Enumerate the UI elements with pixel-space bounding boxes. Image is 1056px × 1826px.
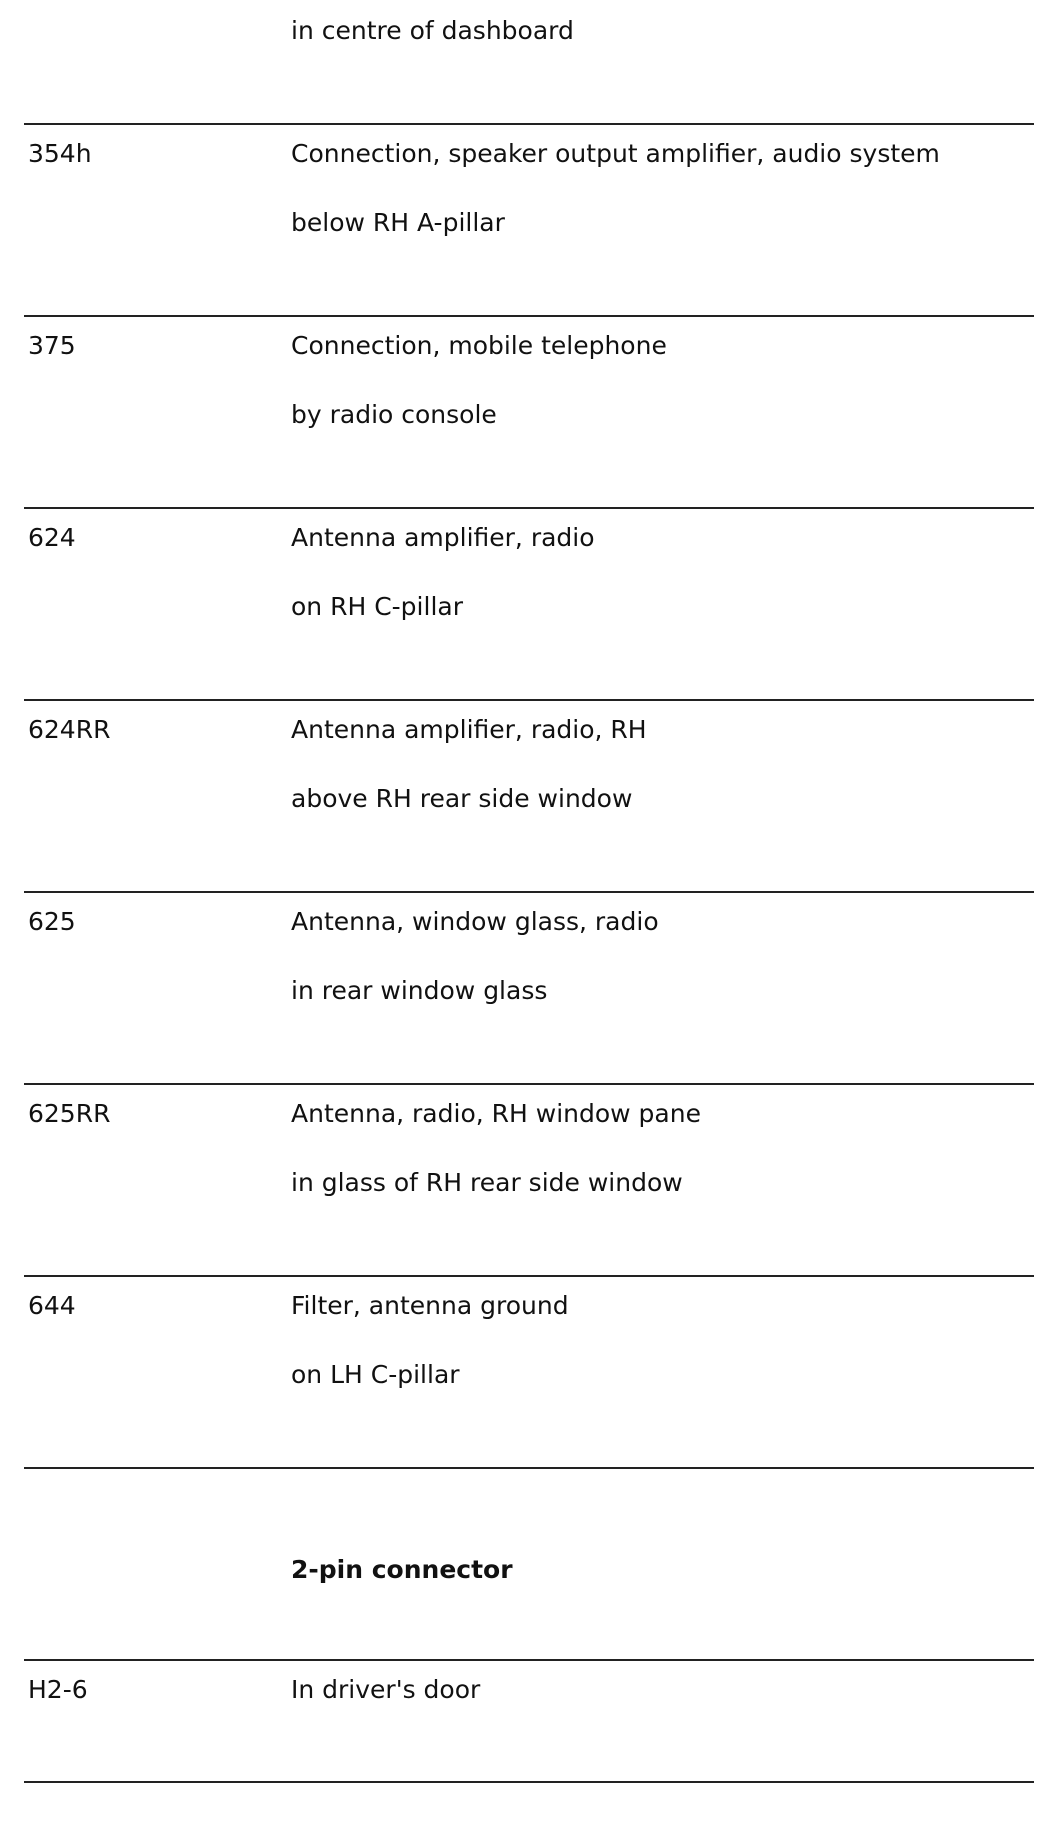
component-title: Connection, speaker output amplifier, audio system	[291, 139, 940, 168]
table-divider	[24, 699, 1034, 701]
table-divider	[24, 1083, 1034, 1085]
component-location: by radio console	[291, 400, 497, 429]
table-divider	[24, 1275, 1034, 1277]
component-title: Antenna amplifier, radio, RH	[291, 715, 647, 744]
component-code: 625RR	[28, 1099, 111, 1128]
component-location: on RH C-pillar	[291, 592, 463, 621]
table-divider	[24, 315, 1034, 317]
connector-location: In driver's door	[291, 1675, 481, 1704]
component-location: above RH rear side window	[291, 784, 633, 813]
component-location: below RH A-pillar	[291, 208, 505, 237]
component-code: 354h	[28, 139, 92, 168]
table-divider	[24, 891, 1034, 893]
table-divider	[24, 1467, 1034, 1469]
component-location: in rear window glass	[291, 976, 548, 1005]
table-divider	[24, 123, 1034, 125]
intro-location-text: in centre of dashboard	[291, 16, 574, 45]
component-title: Antenna amplifier, radio	[291, 523, 595, 552]
component-title: Antenna, window glass, radio	[291, 907, 659, 936]
component-code: 625	[28, 907, 76, 936]
component-location: in glass of RH rear side window	[291, 1168, 683, 1197]
component-title: Filter, antenna ground	[291, 1291, 569, 1320]
component-code: 624	[28, 523, 76, 552]
table-divider	[24, 1659, 1034, 1661]
component-title: Connection, mobile telephone	[291, 331, 667, 360]
component-location: on LH C-pillar	[291, 1360, 460, 1389]
section-heading: 2-pin connector	[291, 1555, 513, 1584]
connector-code: H2-6	[28, 1675, 88, 1704]
component-code: 624RR	[28, 715, 111, 744]
table-divider	[24, 1781, 1034, 1783]
component-code: 375	[28, 331, 76, 360]
component-code: 644	[28, 1291, 76, 1320]
component-title: Antenna, radio, RH window pane	[291, 1099, 701, 1128]
table-divider	[24, 507, 1034, 509]
